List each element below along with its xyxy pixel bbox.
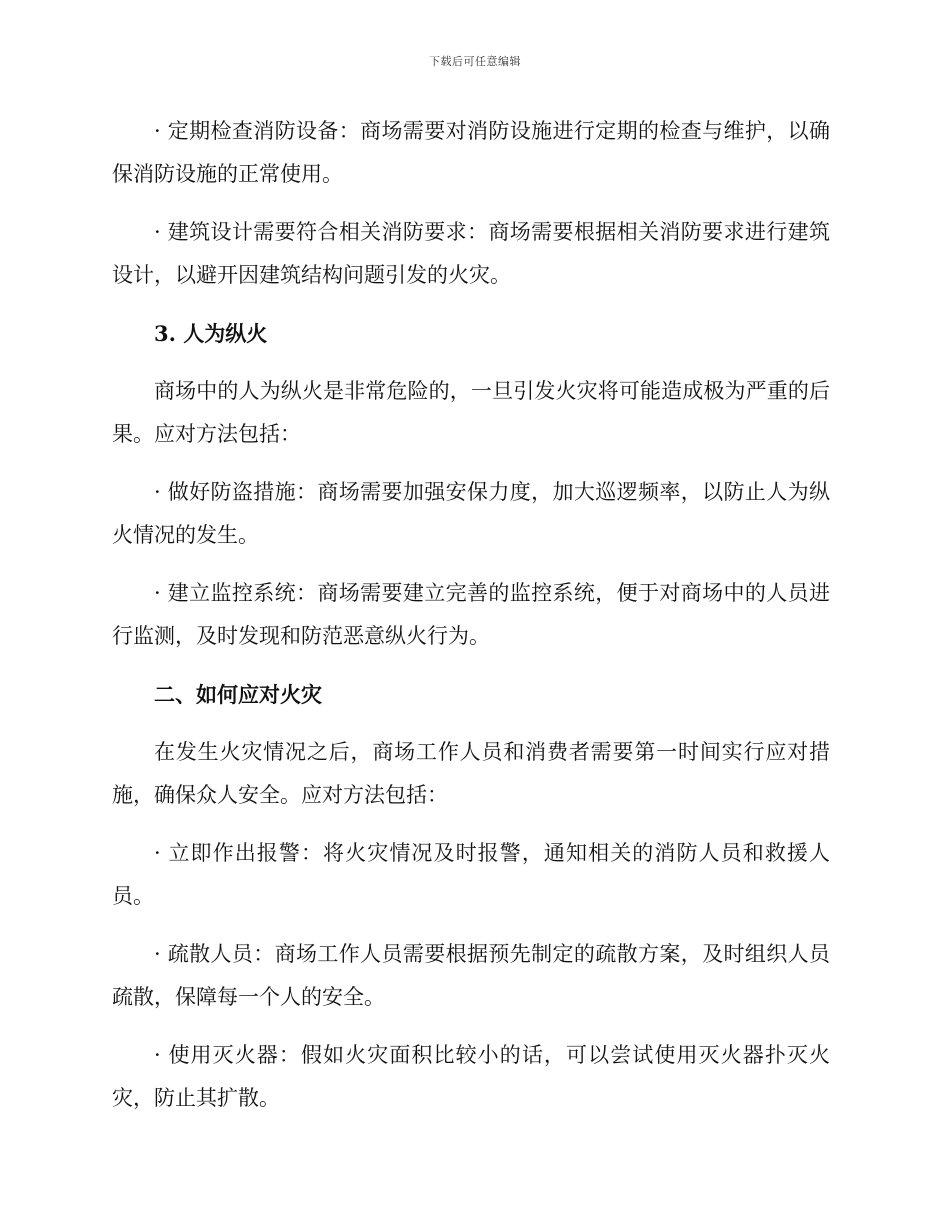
bullet-monitoring-system: · 建立监控系统：商场需要建立完善的监控系统，便于对商场中的人员进行监测，及时发现和防范恶意纵火行为。 <box>112 581 830 648</box>
bullet-anti-theft: · 做好防盗措施：商场需要加强安保力度，加大巡逻频率，以防止人为纵火情况的发生。 <box>112 480 830 547</box>
paragraph-response-intro: 在发生火灾情况之后，商场工作人员和消费者需要第一时间实行应对措施，确保众人安全。应对方法包括： <box>112 740 830 807</box>
bullet-check-fire-equipment: · 定期检查消防设备：商场需要对消防设施进行定期的检查与维护，以确保消防设施的正常使用。 <box>112 119 830 186</box>
bullet-building-design: · 建筑设计需要符合相关消防要求：商场需要根据相关消防要求进行建筑设计，以避开因建筑结构问题引发的火灾。 <box>112 220 830 287</box>
document-body <box>112 110 830 1135</box>
page-header: 下载后可任意编辑 <box>429 55 521 68</box>
bullet-call-alarm: · 立即作出报警：将火灾情况及时报警，通知相关的消防人员和救援人员。 <box>112 841 830 908</box>
paragraph-arson-intro: 商场中的人为纵火是非常危险的，一旦引发火灾将可能造成极为严重的后果。应对方法包括： <box>112 379 830 446</box>
bullet-extinguisher: · 使用灭火器：假如火灾面积比较小的话，可以尝试使用灭火器扑灭火灾，防止其扩散。 <box>112 1043 830 1110</box>
section-heading-arson: 3. 人为纵火 <box>154 321 268 346</box>
bullet-evacuate: · 疏散人员：商场工作人员需要根据预先制定的疏散方案，及时组织人员疏散，保障每一个人的安全。 <box>112 942 830 1009</box>
section-heading-response: 二、如何应对火灾 <box>154 682 322 707</box>
